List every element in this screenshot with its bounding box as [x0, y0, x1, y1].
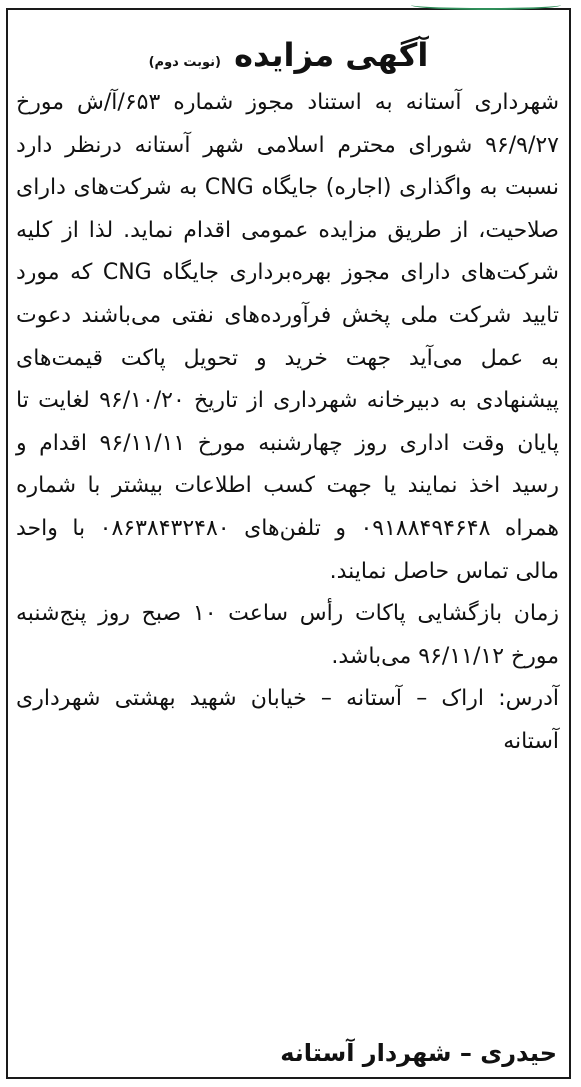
handwritten-mark-top [411, 0, 561, 10]
opening-time-paragraph: زمان بازگشایی پاکات رأس ساعت ۱۰ صبح روز پنج‌شنبه مورخ ۹۶/۱۱/۱۲ می‌باشد. [16, 601, 560, 669]
notice-title: آگهی مزایده [234, 36, 429, 74]
title-row [8, 28, 569, 82]
notice-round-note: (نوبت دوم) [148, 55, 221, 70]
notice-frame [6, 8, 571, 1079]
address-paragraph: آدرس: اراک – آستانه – خیابان شهید بهشتی شهرداری آستانه [16, 686, 559, 754]
notice-body-paragraph: شهرداری آستانه به استناد مجوز شماره ۶۵۳/آ/ش مورخ ۹۶/۹/۲۷ شورای محترم اسلامی شهر آستانه درنظر دارد نسبت به واگذاری (اجاره) جایگاه CNG به شرکت‌های دارای صلاحیت، از طریق مزایده عمومی اقدام نماید. لذا از کلیه شرکت‌های دارای مجوز بهره‌برداری جایگاه CNG که مورد تایید شرکت ملی پخش فرآورده‌های نفتی می‌باشند دعوت به عمل می‌آید جهت خرید و تحویل پاکت قیمت‌های پیشنهادی به دبیرخانه شهرداری از تاریخ ۹۶/۱۰/۲۰ لغایت تا پایان وقت اداری روز چهارشنبه مورخ ۹۶/۱۱/۱۱ اقدام و رسید اخذ نمایند یا جهت کسب اطلاعات بیشتر با شماره همراه ۰۹۱۸۸۴۹۴۶۴۸ و تلفن‌های ۰۸۶۳۸۴۳۲۴۸۰ با واحد مالی تماس حاصل نمایند. [16, 90, 560, 584]
signature: حیدری – شهردار آستانه [280, 1039, 557, 1067]
